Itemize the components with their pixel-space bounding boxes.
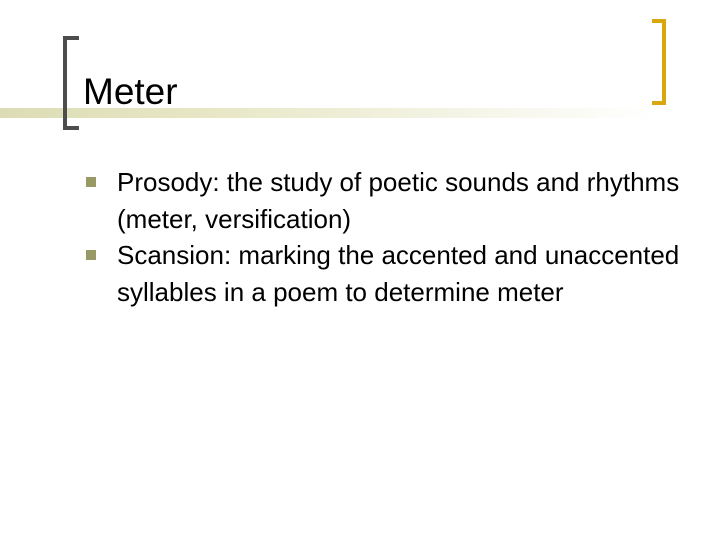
slide-title: Meter — [83, 71, 178, 112]
bullet-text: Prosody: the study of poetic sounds and rhythms (meter, versification) — [117, 167, 680, 234]
left-bracket-decoration — [63, 36, 83, 130]
square-bullet-icon — [86, 177, 96, 187]
bullet-item — [86, 237, 686, 310]
bullet-text: Scansion: marking the accented and unaccented syllables in a poem to determine meter — [117, 240, 680, 307]
right-bracket-decoration — [650, 19, 666, 105]
square-bullet-icon — [86, 250, 96, 260]
bullet-item — [86, 164, 686, 237]
bullet-list — [86, 164, 686, 310]
